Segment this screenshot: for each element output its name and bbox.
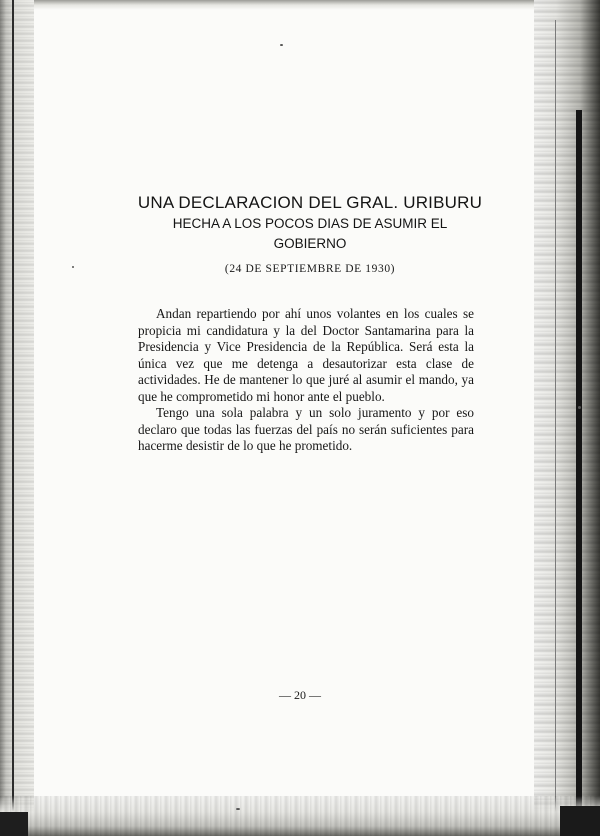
scan-speck bbox=[236, 808, 240, 810]
scan-corner-right bbox=[560, 806, 600, 836]
page-number: — 20 — bbox=[279, 688, 321, 702]
page-title: UNA DECLARACION DEL GRAL. URIBURU bbox=[137, 193, 483, 212]
scan-edge-right bbox=[534, 0, 600, 836]
scan-edge-top bbox=[0, 0, 600, 10]
scan-speck bbox=[578, 406, 581, 409]
scan-speck bbox=[280, 44, 283, 46]
scan-speck bbox=[72, 266, 74, 268]
paragraph-1: Andan repartiendo por ahí unos volantes en los cuales se propicia mi candidatura y la del Doctor Santamarina para la Presidencia y Vice Presidencia de la República. Será esta la única vez que me detenga a desautorizar esta clase de actividades. He de mantener lo que juré al asumir el mando, ya que he comprometido mi honor ante el pueblo. bbox=[138, 306, 474, 404]
heading-block bbox=[100, 192, 520, 254]
paragraph-2: Tengo una sola palabra y un solo juramento y por eso declaro que todas las fuerzas del país no serán suficientes para hacerme desistir de lo que he prometido. bbox=[138, 405, 474, 453]
scan-edge-left bbox=[0, 0, 34, 836]
page-subtitle-line-2: GOBIERNO bbox=[273, 236, 347, 251]
scan-edge-bottom bbox=[0, 796, 600, 836]
body-text bbox=[138, 306, 474, 455]
page-subtitle-line-1: HECHA A LOS POCOS DIAS DE ASUMIR EL bbox=[172, 216, 448, 231]
scan-corner-left bbox=[0, 812, 28, 836]
date-line: (24 DE SEPTIEMBRE DE 1930) bbox=[224, 263, 396, 275]
